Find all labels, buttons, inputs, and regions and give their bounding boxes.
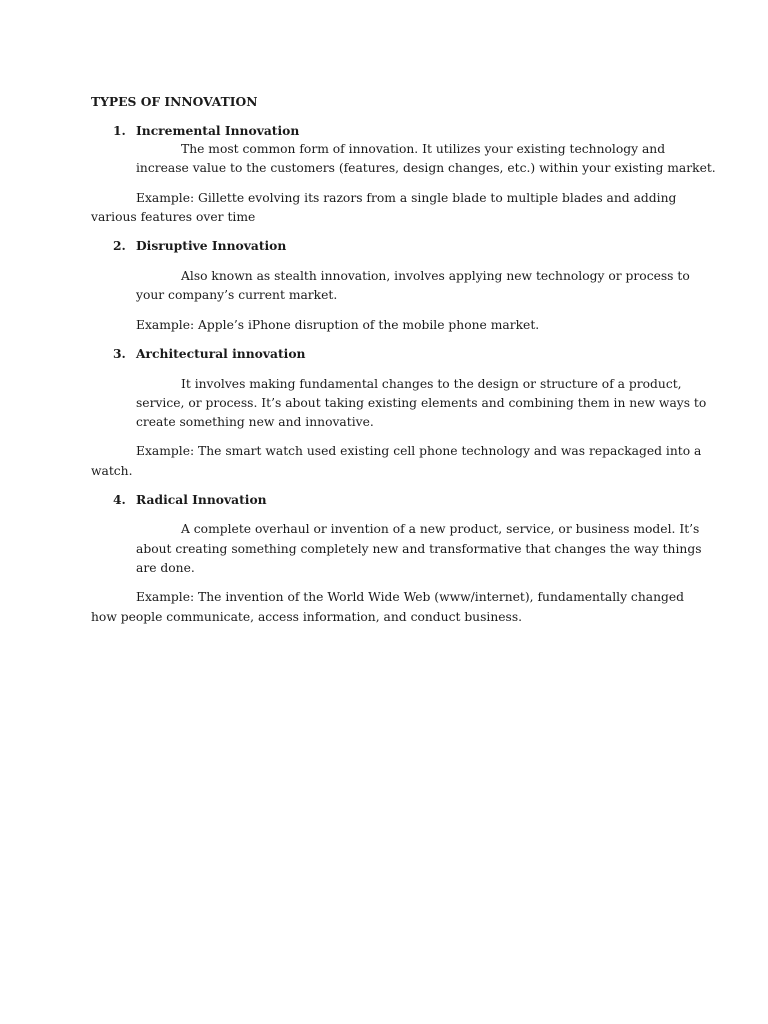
section-4-example-line-1: Example: The invention of the World Wide Web (www/internet), fundamentally changed — [136, 590, 685, 604]
section-2-number: 2. — [113, 238, 126, 253]
section-4-number: 4. — [113, 492, 126, 507]
section-4-description-line-3: are done. — [136, 561, 195, 575]
section-3-description-line-3: create something new and innovative. — [136, 415, 374, 429]
section-3-description-line-2: service, or process. It’s about taking existing elements and combining them in new ways to — [136, 396, 707, 410]
section-4-heading: Radical Innovation — [136, 492, 267, 507]
section-3-description-line-1: It involves making fundamental changes to the design or structure of a product, — [181, 377, 682, 391]
section-3-example-line-1: Example: The smart watch used existing cell phone technology and was repackaged into a — [136, 444, 702, 458]
section-3-heading: Architectural innovation — [136, 346, 306, 361]
section-2-description-line-1: Also known as stealth innovation, involves applying new technology or process to — [181, 269, 690, 283]
section-1-heading: Incremental Innovation — [136, 123, 300, 138]
section-2-heading: Disruptive Innovation — [136, 238, 287, 253]
section-4-description-line-1: A complete overhaul or invention of a new product, service, or business model. It’s — [181, 522, 700, 536]
document-title: TYPES OF INNOVATION — [91, 94, 258, 109]
section-1-example-line-1: Example: Gillette evolving its razors from a single blade to multiple blades and adding — [136, 191, 677, 205]
section-4-description-line-2: about creating something completely new and transformative that changes the way things — [136, 542, 702, 556]
section-2-description-line-2: your company’s current market. — [136, 288, 338, 302]
section-1-example-line-2: various features over time — [91, 210, 256, 224]
section-1-description-line-2: increase value to the customers (features, design changes, etc.) within your existing market. — [136, 161, 716, 175]
section-3-example-line-2: watch. — [91, 464, 133, 478]
section-4-example-line-2: how people communicate, access information, and conduct business. — [91, 610, 523, 624]
section-3-number: 3. — [113, 346, 126, 361]
section-1-number: 1. — [113, 123, 126, 138]
section-1-description-line-1: The most common form of innovation. It utilizes your existing technology and — [181, 142, 666, 156]
section-2-example-line-1: Example: Apple’s iPhone disruption of the mobile phone market. — [136, 318, 540, 332]
